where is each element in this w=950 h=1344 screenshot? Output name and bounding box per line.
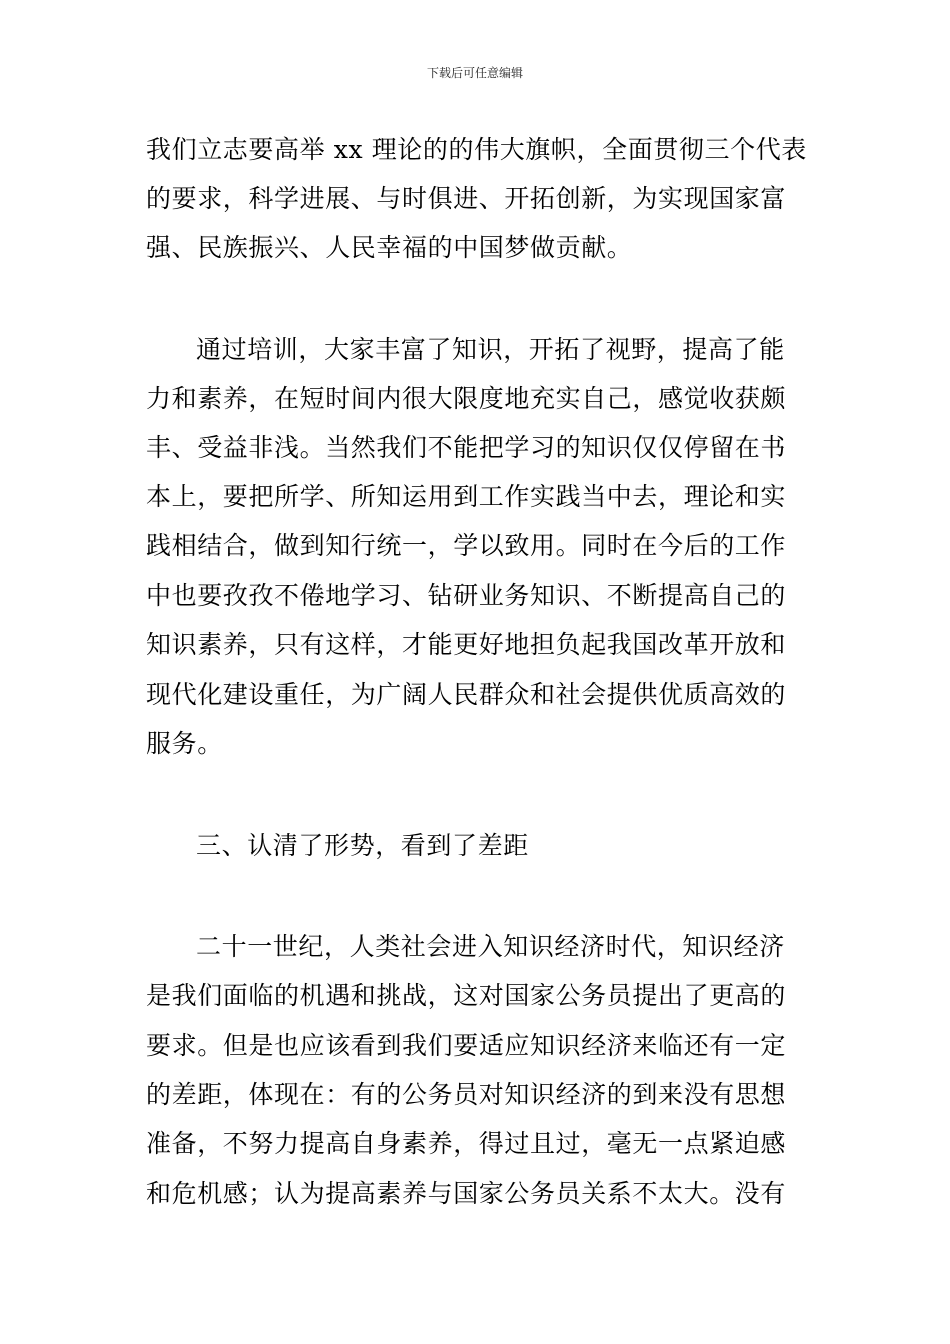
text-line: 二十一世纪，人类社会进入知识经济时代，知识经济 — [196, 932, 785, 961]
text-line: 知识素养，只有这样，才能更好地担负起我国改革开放和 — [146, 630, 787, 659]
text-line: 践相结合，做到知行统一，学以致用。同时在今后的工作 — [146, 531, 787, 560]
text-line: 力和素养，在短时间内很大限度地充实自己，感觉收获颇 — [146, 384, 787, 413]
text-line: 是我们面临的机遇和挑战，这对国家公务员提出了更高的 — [146, 981, 787, 1010]
text-line: 本上，要把所学、所知运用到工作实践当中去，理论和实 — [146, 482, 787, 511]
page-header: 下载后可任意编辑 — [426, 66, 523, 80]
text-line: 强、民族振兴、人民幸福的中国梦做贡献。 — [146, 233, 633, 262]
text-line: 的要求，科学进展、与时俱进、开拓创新，为实现国家富 — [146, 184, 787, 213]
text-line: 中也要孜孜不倦地学习、钻研业务知识、不断提高自己的 — [146, 581, 787, 610]
text-line: 丰、受益非浅。当然我们不能把学习的知识仅仅停留在书 — [146, 433, 787, 462]
text-line: 准备，不努力提高自身素养，得过且过，毫无一点紧迫感 — [146, 1129, 787, 1158]
text-line: 通过培训，大家丰富了知识，开拓了视野，提高了能 — [196, 335, 785, 364]
text-line: 现代化建设重任，为广阔人民群众和社会提供优质高效的 — [146, 680, 787, 709]
text-line: 服务。 — [146, 729, 223, 758]
text-line: 的差距，体现在：有的公务员对知识经济的到来没有思想 — [146, 1080, 787, 1109]
section-heading: 三、认清了形势，看到了差距 — [196, 831, 529, 860]
text-line: 我们立志要高举 xx 理论的的伟大旗帜，全面贯彻三个代表 — [146, 135, 807, 164]
text-line: 要求。但是也应该看到我们要适应知识经济来临还有一定 — [146, 1031, 787, 1060]
text-line: 和危机感；认为提高素养与国家公务员关系不太大。没有 — [146, 1179, 787, 1208]
